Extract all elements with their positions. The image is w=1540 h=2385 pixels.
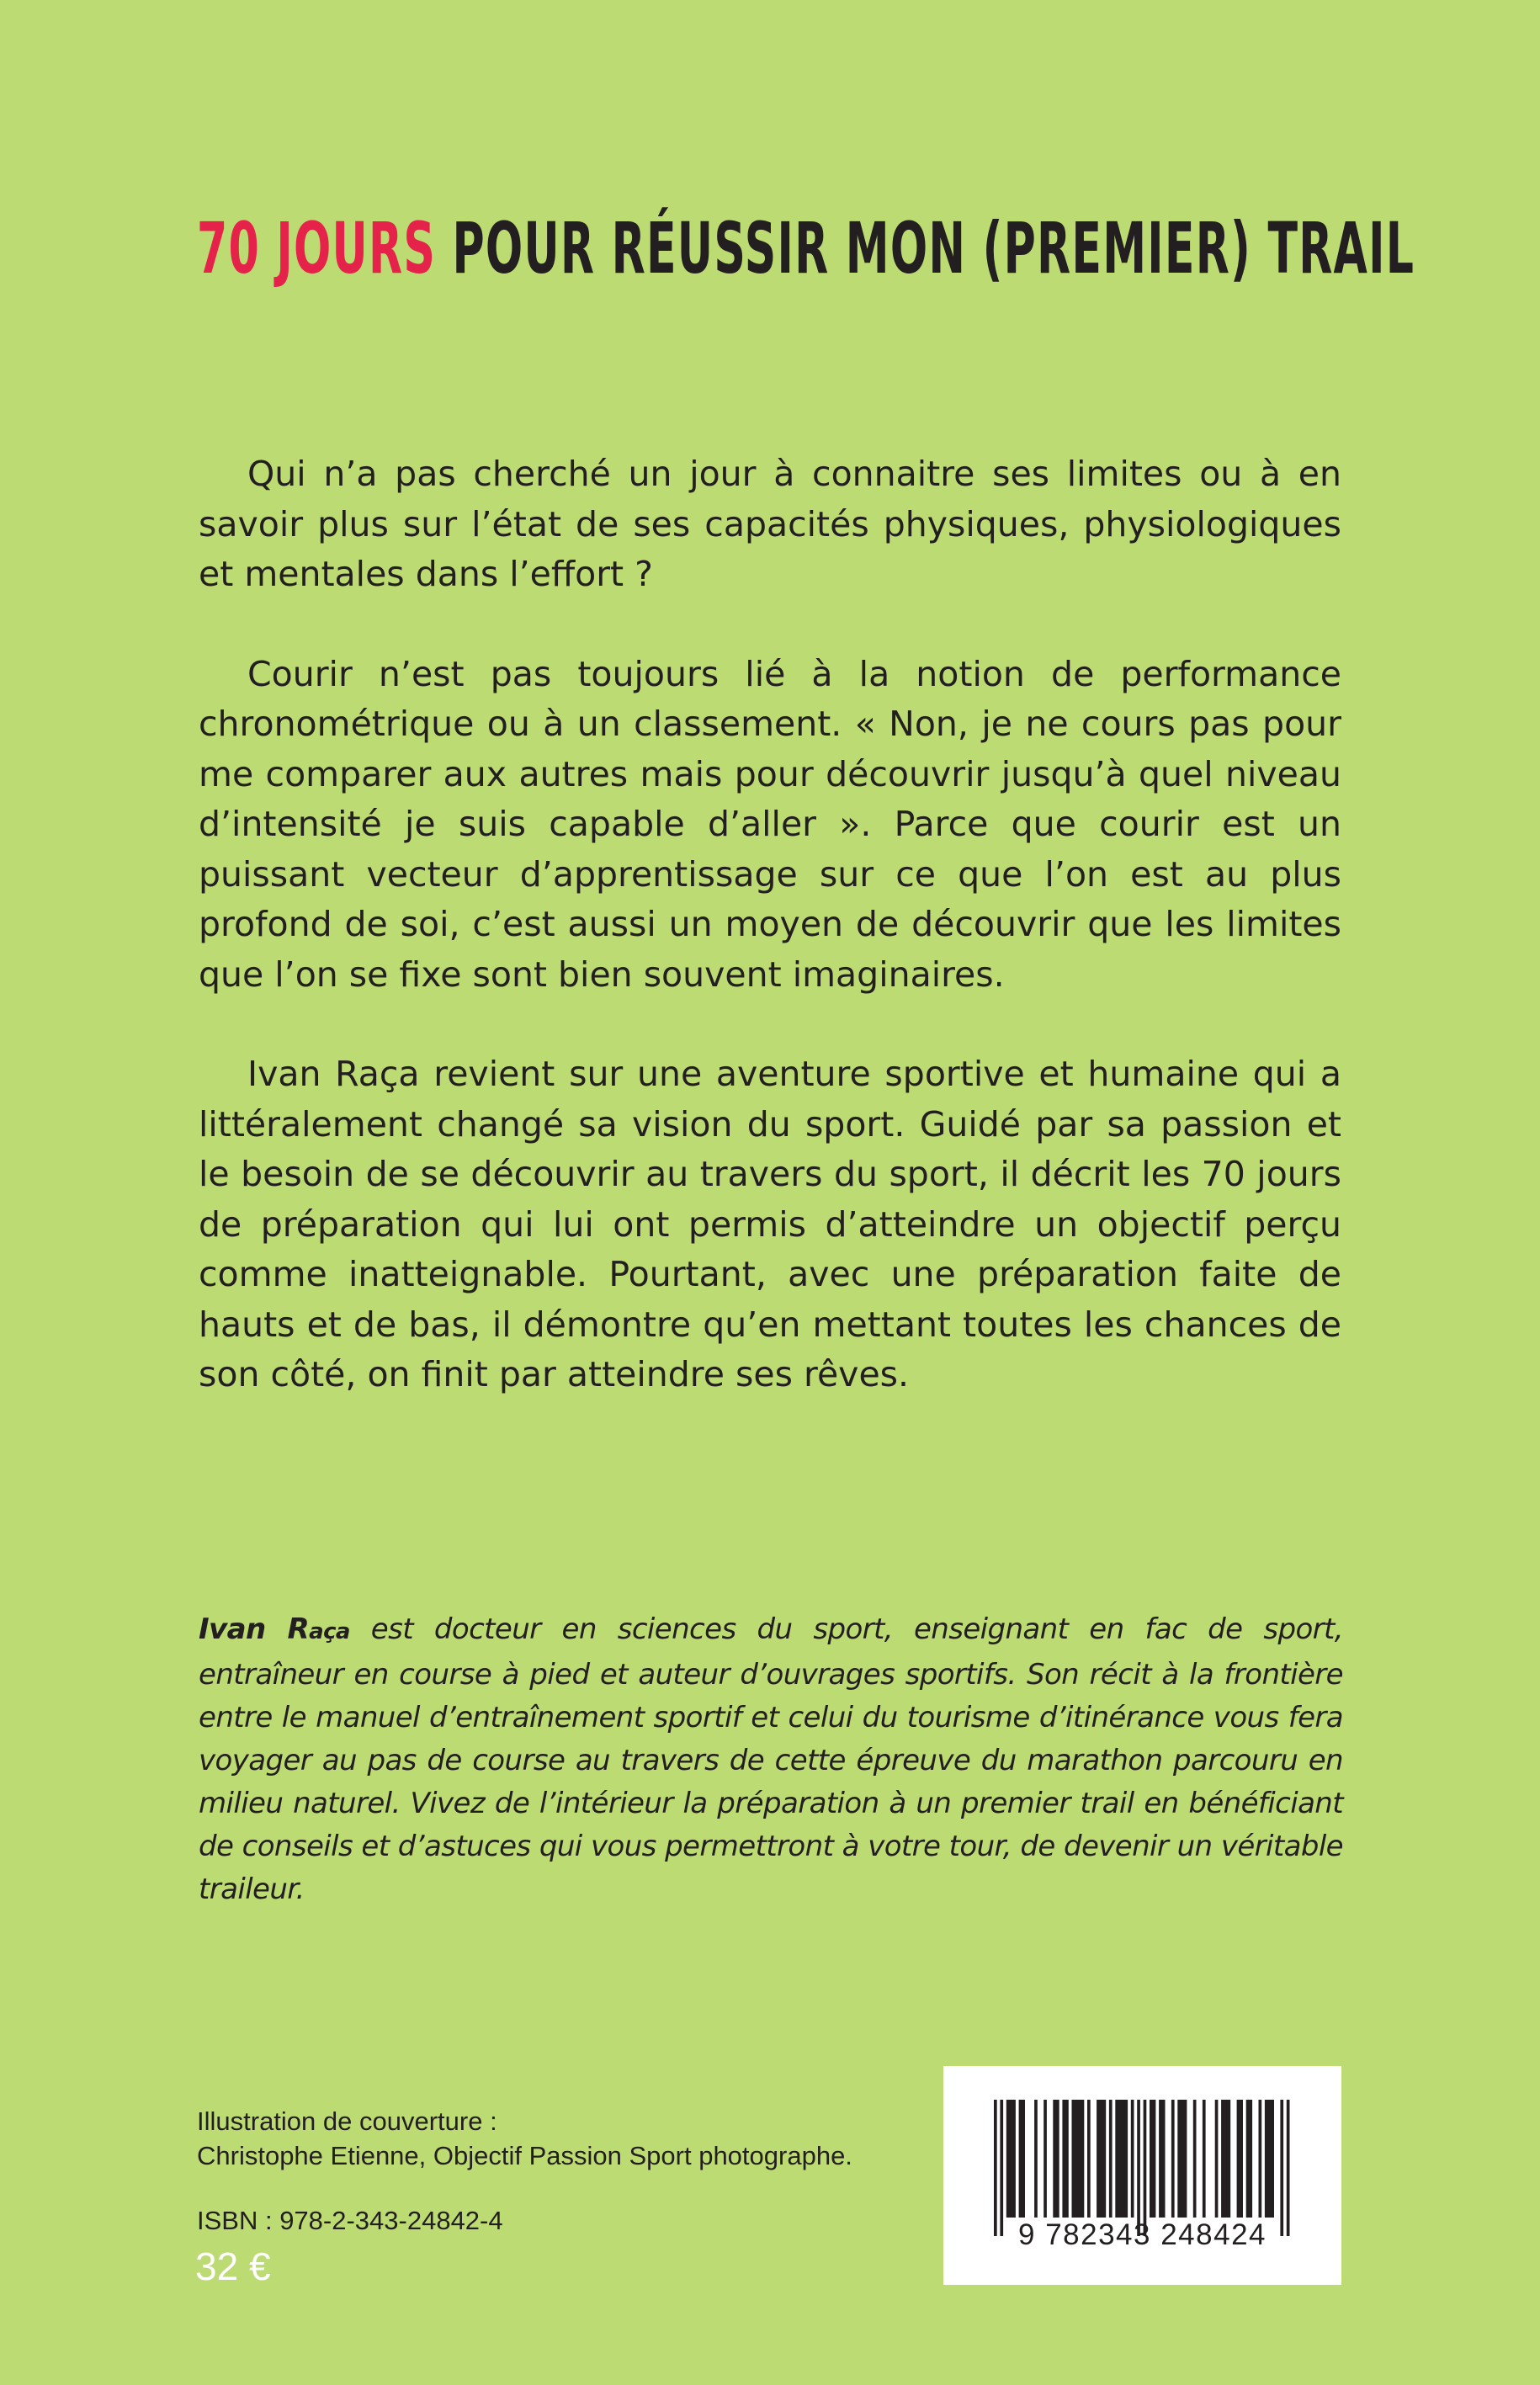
barcode-bar bbox=[1287, 2100, 1290, 2236]
barcode-bar bbox=[1006, 2100, 1016, 2218]
price: 32 € bbox=[195, 2244, 271, 2288]
blurb-paragraph-1: Qui n’a pas cherché un jour à connaitre ses limites ou à en savoir plus sur l’état de ses capacités physiques, physiologiques et mentales dans l’effort ? bbox=[199, 454, 1341, 594]
barcode-bar bbox=[1203, 2100, 1206, 2218]
barcode-bar bbox=[1000, 2100, 1003, 2236]
blurb-paragraph-2: Courir n’est pas toujours lié à la notion de performance chronométrique ou à un classement. « Non, je ne cours pas pour me comparer aux autres mais pour découvrir jusqu’à quel niveau d’intensité je suis capable d’aller ». Parce que courir est un puissant vecteur d’apprentissage sur ce que l’on est au plus profond de soi, c’est aussi un moyen de découvrir que les limites que l’on se fixe sont bien souvent imaginaires. bbox=[199, 653, 1341, 995]
credits-label: Illustration de couverture : bbox=[197, 2106, 497, 2136]
barcode-bar bbox=[1072, 2100, 1085, 2218]
barcode-bar bbox=[1087, 2100, 1091, 2218]
barcode-bar bbox=[1159, 2100, 1165, 2218]
author-name bbox=[199, 1612, 350, 1646]
barcode-bar bbox=[994, 2100, 997, 2236]
book-title bbox=[197, 202, 1415, 295]
barcode-bar bbox=[1131, 2100, 1134, 2218]
barcode-bar bbox=[1193, 2100, 1197, 2218]
barcode-bar bbox=[1034, 2100, 1038, 2218]
credits-text: Christophe Etienne, Objectif Passion Sport photographe. bbox=[197, 2141, 852, 2170]
blurb bbox=[199, 449, 1341, 1450]
barcode-bar bbox=[1062, 2100, 1068, 2218]
barcode-bar bbox=[1246, 2100, 1252, 2218]
barcode-digits: 9 782343 248424 bbox=[1018, 2218, 1267, 2251]
author-bio-text: est docteur en sciences du sport, enseignant en fac de sport, entraîneur en course à pied et auteur d’ouvrages sportifs. Son récit à la frontière entre le manuel d’entraînement sportif et celui du tourisme d’itinérance vous fera voyager au pas de course au travers de cette épreuve du marathon parcouru en milieu naturel. Vivez de l’intérieur la préparation à un premier trail en bénéficiant de conseils et d’astuces qui vous permettront à votre tour, de devenir un véritable traileur. bbox=[199, 1612, 1343, 1906]
barcode-bar bbox=[1019, 2100, 1025, 2218]
barcode-bar bbox=[1280, 2100, 1283, 2236]
barcode-bars bbox=[943, 2066, 1341, 2285]
barcode-bar bbox=[1150, 2100, 1155, 2218]
cover-credits bbox=[197, 2104, 954, 2173]
author-last-name-rest: aça bbox=[309, 1619, 350, 1644]
barcode-bar bbox=[1043, 2100, 1047, 2218]
barcode-bar bbox=[1265, 2100, 1274, 2218]
isbn: ISBN : 978-2-343-24842-4 bbox=[197, 2206, 503, 2235]
barcode-bar bbox=[1097, 2100, 1106, 2218]
barcode-bar bbox=[1177, 2100, 1187, 2218]
author-first-name: Ivan bbox=[199, 1612, 266, 1646]
barcode-bar bbox=[1215, 2100, 1219, 2218]
barcode-bar bbox=[1237, 2100, 1243, 2218]
barcode-bar bbox=[1115, 2100, 1128, 2218]
title-rest: POUR RÉUSSIR MON (PREMIER) TRAIL bbox=[452, 207, 1415, 289]
barcode-bar bbox=[1053, 2100, 1059, 2218]
author-last-name-initial: R bbox=[287, 1612, 310, 1646]
barcode-bar bbox=[1109, 2100, 1113, 2218]
barcode-bar bbox=[1171, 2100, 1175, 2218]
barcode-bar bbox=[1144, 2100, 1147, 2236]
blurb-paragraph-3: Ivan Raça revient sur une aventure sportive et humaine qui a littéralement changé sa vision du sport. Guidé par sa passion et le besoin de se découvrir au travers du sport, il décrit les 70 jours de préparation qui lui ont permis d’atteindre un objectif perçu comme inatteignable. Pourtant, avec une préparation faite de hauts et de bas, il démontre qu’en mettant toutes les chances de son côté, on finit par atteindre ses rêves. bbox=[199, 1054, 1341, 1394]
barcode-bar bbox=[1137, 2100, 1140, 2236]
barcode-bar bbox=[1221, 2100, 1230, 2218]
author-bio bbox=[199, 1608, 1343, 1911]
barcode-bar bbox=[1259, 2100, 1262, 2218]
barcode bbox=[943, 2066, 1341, 2285]
title-highlight: 70 JOURS bbox=[197, 207, 437, 289]
